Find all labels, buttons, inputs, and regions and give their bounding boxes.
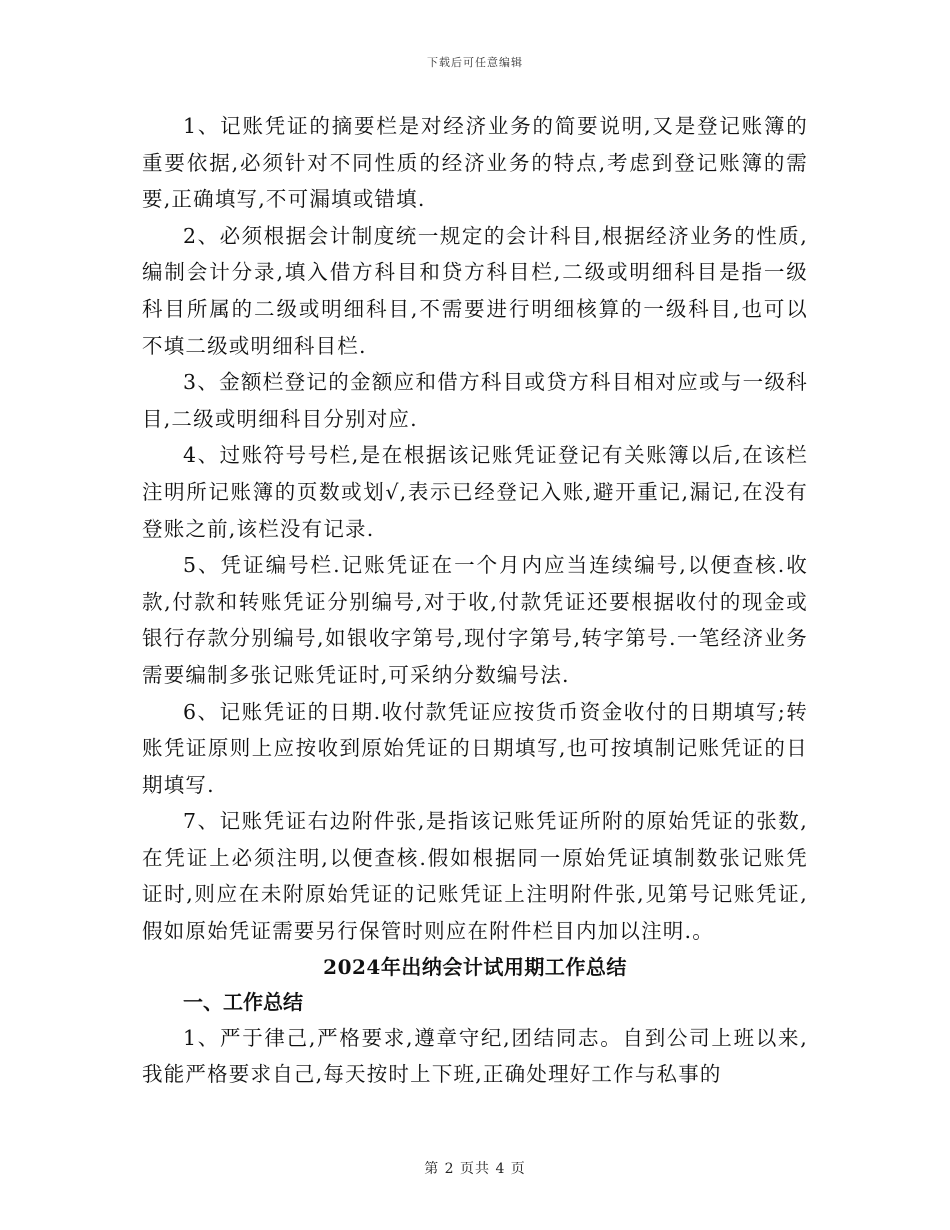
section-heading: 一、工作总结 [183, 989, 303, 1014]
section-paragraph: 1、严于律己,严格要求,遵章守纪,团结同志。自到公司上班以来,我能严格要求自己,每天按时上下班,正确处理好工作与私事的 [142, 1025, 808, 1087]
paragraph-7: 7、记账凭证右边附件张,是指该记账凭证所附的原始凭证的张数,在凭证上必须注明,以便查核.假如根据同一原始凭证填制数张记账凭证时,则应在未附原始凭证的记账凭证上注明附件张,见第号记账凭证,假如原始凭证需要另行保管时则应在附件栏目内加以注明.。 [142, 809, 808, 944]
page-header: 下载后可任意编辑 [427, 56, 523, 69]
paragraph-2: 2、必须根据会计制度统一规定的会计科目,根据经济业务的性质,编制会计分录,填入借方科目和贷方科目栏,二级或明细科目是指一级科目所属的二级或明细科目,不需要进行明细核算的一级科目,也可以不填二级或明细科目栏. [142, 223, 808, 358]
paragraph-4: 4、过账符号号栏,是在根据该记账凭证登记有关账簿以后,在该栏注明所记账簿的页数或划√,表示已经登记入账,避开重记,漏记,在没有登账之前,该栏没有记录. [142, 443, 808, 541]
paragraph-6: 6、记账凭证的日期.收付款凭证应按货币资金收付的日期填写;转账凭证原则上应按收到原始凭证的日期填写,也可按填制记账凭证的日期填写. [142, 699, 808, 797]
paragraph-1: 1、记账凭证的摘要栏是对经济业务的简要说明,又是登记账簿的重要依据,必须针对不同性质的经济业务的特点,考虑到登记账簿的需要,正确填写,不可漏填或错填. [142, 114, 808, 212]
document-body [142, 108, 808, 1093]
paragraph-5: 5、凭证编号栏.记账凭证在一个月内应当连续编号,以便查核.收款,付款和转账凭证分别编号,对于收,付款凭证还要根据收付的现金或银行存款分别编号,如银收字第号,现付字第号,转字第号.一笔经济业务需要编制多张记账凭证时,可采纳分数编号法. [142, 553, 808, 687]
document-title: 2024年出纳会计试用期工作总结 [323, 954, 627, 979]
paragraph-3: 3、金额栏登记的金额应和借方科目或贷方科目相对应或与一级科目,二级或明细科目分别对应. [142, 370, 808, 431]
page-footer: 第 2 页共 4 页 [424, 1161, 526, 1177]
